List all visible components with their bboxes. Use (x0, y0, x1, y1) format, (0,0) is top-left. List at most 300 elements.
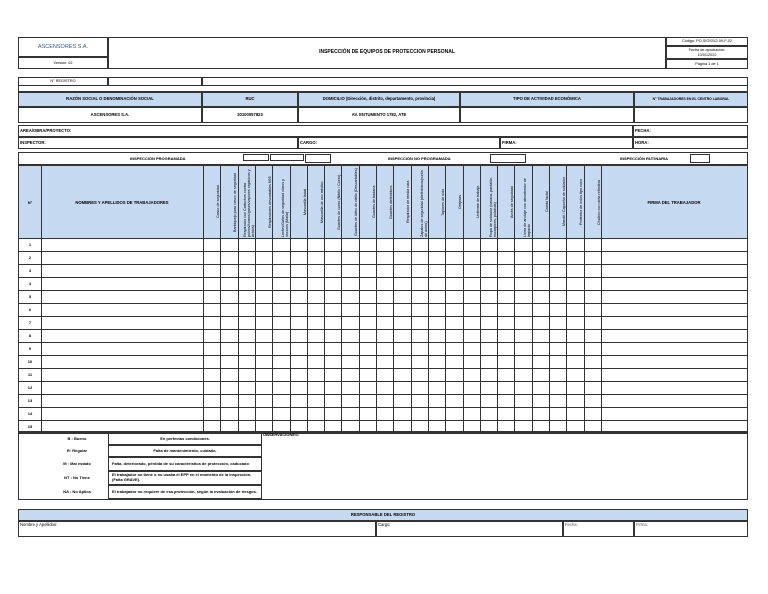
epp-status-cell[interactable] (532, 355, 549, 368)
epp-status-cell[interactable] (376, 238, 393, 251)
epp-status-cell[interactable] (566, 251, 583, 264)
epp-status-cell[interactable] (307, 303, 324, 316)
epp-status-cell[interactable] (220, 355, 237, 368)
epp-status-cell[interactable] (359, 355, 376, 368)
epp-status-cell[interactable] (411, 368, 428, 381)
epp-status-cell[interactable] (411, 342, 428, 355)
epp-status-cell[interactable] (514, 303, 531, 316)
epp-status-cell[interactable] (203, 329, 220, 342)
hora-field[interactable] (633, 137, 748, 149)
epp-status-cell[interactable] (272, 290, 289, 303)
epp-status-cell[interactable] (393, 394, 410, 407)
epp-status-cell[interactable] (220, 277, 237, 290)
epp-status-cell[interactable] (203, 394, 220, 407)
epp-status-cell[interactable] (203, 342, 220, 355)
epp-status-cell[interactable] (566, 316, 583, 329)
programada-checkbox[interactable] (243, 154, 269, 161)
epp-status-cell[interactable] (220, 368, 237, 381)
epp-status-cell[interactable] (359, 264, 376, 277)
epp-status-cell[interactable] (376, 290, 393, 303)
epp-status-cell[interactable] (584, 342, 601, 355)
epp-status-cell[interactable] (341, 355, 358, 368)
epp-status-cell[interactable] (428, 238, 445, 251)
no-programada-checkbox[interactable] (490, 154, 526, 163)
epp-status-cell[interactable] (497, 394, 514, 407)
worker-signature-cell[interactable] (601, 355, 747, 368)
value-actividad[interactable] (460, 107, 634, 123)
worker-name-cell[interactable] (41, 407, 203, 420)
worker-signature-cell[interactable] (601, 407, 747, 420)
epp-status-cell[interactable] (341, 238, 358, 251)
epp-status-cell[interactable] (584, 290, 601, 303)
epp-status-cell[interactable] (497, 264, 514, 277)
epp-status-cell[interactable] (393, 368, 410, 381)
epp-status-cell[interactable] (411, 290, 428, 303)
epp-status-cell[interactable] (307, 251, 324, 264)
epp-status-cell[interactable] (497, 407, 514, 420)
epp-status-cell[interactable] (255, 264, 272, 277)
epp-status-cell[interactable] (324, 264, 341, 277)
epp-status-cell[interactable] (497, 329, 514, 342)
epp-status-cell[interactable] (480, 329, 497, 342)
epp-status-cell[interactable] (203, 381, 220, 394)
epp-status-cell[interactable] (220, 264, 237, 277)
epp-status-cell[interactable] (514, 238, 531, 251)
epp-status-cell[interactable] (549, 251, 566, 264)
epp-status-cell[interactable] (220, 238, 237, 251)
epp-status-cell[interactable] (532, 238, 549, 251)
epp-status-cell[interactable] (445, 316, 462, 329)
epp-status-cell[interactable] (220, 303, 237, 316)
epp-status-cell[interactable] (532, 303, 549, 316)
epp-status-cell[interactable] (341, 342, 358, 355)
epp-status-cell[interactable] (376, 342, 393, 355)
epp-status-cell[interactable] (480, 394, 497, 407)
epp-status-cell[interactable] (393, 303, 410, 316)
epp-status-cell[interactable] (445, 329, 462, 342)
epp-status-cell[interactable] (393, 342, 410, 355)
epp-status-cell[interactable] (411, 394, 428, 407)
epp-status-cell[interactable] (359, 316, 376, 329)
epp-status-cell[interactable] (480, 407, 497, 420)
epp-status-cell[interactable] (393, 329, 410, 342)
worker-signature-cell[interactable] (601, 303, 747, 316)
epp-status-cell[interactable] (376, 407, 393, 420)
epp-status-cell[interactable] (255, 238, 272, 251)
epp-status-cell[interactable] (463, 368, 480, 381)
epp-status-cell[interactable] (445, 251, 462, 264)
epp-status-cell[interactable] (463, 342, 480, 355)
epp-status-cell[interactable] (376, 368, 393, 381)
epp-status-cell[interactable] (255, 329, 272, 342)
epp-status-cell[interactable] (324, 355, 341, 368)
epp-status-cell[interactable] (445, 407, 462, 420)
epp-status-cell[interactable] (584, 355, 601, 368)
epp-status-cell[interactable] (584, 264, 601, 277)
epp-status-cell[interactable] (341, 290, 358, 303)
epp-status-cell[interactable] (549, 355, 566, 368)
worker-name-cell[interactable] (41, 303, 203, 316)
worker-name-cell[interactable] (41, 251, 203, 264)
epp-status-cell[interactable] (411, 264, 428, 277)
epp-status-cell[interactable] (480, 290, 497, 303)
epp-status-cell[interactable] (549, 316, 566, 329)
epp-status-cell[interactable] (324, 303, 341, 316)
responsable-cargo-field[interactable] (376, 521, 563, 537)
epp-status-cell[interactable] (376, 251, 393, 264)
inspector-field[interactable] (18, 137, 298, 149)
epp-status-cell[interactable] (272, 342, 289, 355)
epp-status-cell[interactable] (497, 368, 514, 381)
epp-status-cell[interactable] (393, 264, 410, 277)
epp-status-cell[interactable] (359, 342, 376, 355)
epp-status-cell[interactable] (393, 381, 410, 394)
epp-status-cell[interactable] (341, 329, 358, 342)
epp-status-cell[interactable] (480, 381, 497, 394)
epp-status-cell[interactable] (203, 316, 220, 329)
cargo-field[interactable] (298, 137, 500, 149)
epp-status-cell[interactable] (428, 277, 445, 290)
epp-status-cell[interactable] (376, 381, 393, 394)
epp-status-cell[interactable] (445, 342, 462, 355)
epp-status-cell[interactable] (480, 303, 497, 316)
epp-status-cell[interactable] (359, 407, 376, 420)
worker-signature-cell[interactable] (601, 238, 747, 251)
epp-status-cell[interactable] (428, 290, 445, 303)
epp-status-cell[interactable] (497, 381, 514, 394)
epp-status-cell[interactable] (307, 381, 324, 394)
epp-status-cell[interactable] (514, 329, 531, 342)
programada-checkbox-3[interactable] (305, 154, 331, 163)
epp-status-cell[interactable] (428, 329, 445, 342)
epp-status-cell[interactable] (445, 394, 462, 407)
epp-status-cell[interactable] (463, 394, 480, 407)
epp-status-cell[interactable] (480, 342, 497, 355)
epp-status-cell[interactable] (463, 316, 480, 329)
epp-status-cell[interactable] (393, 251, 410, 264)
worker-name-cell[interactable] (41, 264, 203, 277)
epp-status-cell[interactable] (566, 394, 583, 407)
epp-status-cell[interactable] (445, 290, 462, 303)
epp-status-cell[interactable] (220, 407, 237, 420)
epp-status-cell[interactable] (376, 329, 393, 342)
epp-status-cell[interactable] (514, 264, 531, 277)
epp-status-cell[interactable] (463, 264, 480, 277)
epp-status-cell[interactable] (290, 316, 307, 329)
epp-status-cell[interactable] (324, 290, 341, 303)
epp-status-cell[interactable] (428, 342, 445, 355)
epp-status-cell[interactable] (255, 316, 272, 329)
epp-status-cell[interactable] (307, 342, 324, 355)
epp-status-cell[interactable] (255, 277, 272, 290)
epp-status-cell[interactable] (324, 407, 341, 420)
epp-status-cell[interactable] (480, 368, 497, 381)
epp-status-cell[interactable] (497, 316, 514, 329)
epp-status-cell[interactable] (255, 355, 272, 368)
epp-status-cell[interactable] (238, 290, 255, 303)
epp-status-cell[interactable] (376, 277, 393, 290)
epp-status-cell[interactable] (307, 368, 324, 381)
epp-status-cell[interactable] (359, 381, 376, 394)
epp-status-cell[interactable] (238, 264, 255, 277)
epp-status-cell[interactable] (238, 381, 255, 394)
epp-status-cell[interactable] (549, 238, 566, 251)
responsable-nombre-field[interactable] (18, 521, 376, 537)
epp-status-cell[interactable] (203, 407, 220, 420)
value-razon-social[interactable]: ASCENSORES S.A. (18, 107, 202, 123)
epp-status-cell[interactable] (428, 264, 445, 277)
epp-status-cell[interactable] (341, 264, 358, 277)
epp-status-cell[interactable] (480, 316, 497, 329)
worker-name-cell[interactable] (41, 277, 203, 290)
epp-status-cell[interactable] (566, 329, 583, 342)
epp-status-cell[interactable] (584, 303, 601, 316)
epp-status-cell[interactable] (307, 355, 324, 368)
worker-signature-cell[interactable] (601, 329, 747, 342)
epp-status-cell[interactable] (428, 316, 445, 329)
value-domicilio[interactable]: AV. ENTUMENTO 1782, ATE (298, 107, 460, 123)
epp-status-cell[interactable] (324, 316, 341, 329)
worker-signature-cell[interactable] (601, 251, 747, 264)
epp-status-cell[interactable] (584, 368, 601, 381)
epp-status-cell[interactable] (463, 329, 480, 342)
epp-status-cell[interactable] (272, 407, 289, 420)
epp-status-cell[interactable] (324, 277, 341, 290)
responsable-fecha-field[interactable] (563, 521, 634, 537)
epp-status-cell[interactable] (272, 329, 289, 342)
epp-status-cell[interactable] (514, 277, 531, 290)
epp-status-cell[interactable] (566, 355, 583, 368)
epp-status-cell[interactable] (532, 251, 549, 264)
epp-status-cell[interactable] (290, 394, 307, 407)
epp-status-cell[interactable] (428, 355, 445, 368)
epp-status-cell[interactable] (341, 316, 358, 329)
epp-status-cell[interactable] (290, 303, 307, 316)
value-num-trabajadores[interactable] (634, 107, 748, 123)
epp-status-cell[interactable] (463, 277, 480, 290)
epp-status-cell[interactable] (584, 277, 601, 290)
epp-status-cell[interactable] (272, 394, 289, 407)
epp-status-cell[interactable] (566, 368, 583, 381)
epp-status-cell[interactable] (566, 290, 583, 303)
worker-signature-cell[interactable] (601, 316, 747, 329)
rutinaria-checkbox[interactable] (690, 154, 710, 163)
epp-status-cell[interactable] (549, 368, 566, 381)
epp-status-cell[interactable] (463, 355, 480, 368)
epp-status-cell[interactable] (341, 251, 358, 264)
epp-status-cell[interactable] (393, 355, 410, 368)
epp-status-cell[interactable] (532, 407, 549, 420)
epp-status-cell[interactable] (203, 303, 220, 316)
epp-status-cell[interactable] (497, 355, 514, 368)
epp-status-cell[interactable] (514, 316, 531, 329)
epp-status-cell[interactable] (255, 368, 272, 381)
epp-status-cell[interactable] (341, 381, 358, 394)
epp-status-cell[interactable] (532, 394, 549, 407)
epp-status-cell[interactable] (549, 394, 566, 407)
epp-status-cell[interactable] (549, 264, 566, 277)
epp-status-cell[interactable] (255, 381, 272, 394)
epp-status-cell[interactable] (238, 355, 255, 368)
epp-status-cell[interactable] (393, 277, 410, 290)
epp-status-cell[interactable] (514, 251, 531, 264)
epp-status-cell[interactable] (428, 251, 445, 264)
epp-status-cell[interactable] (532, 368, 549, 381)
observaciones-area[interactable] (263, 438, 747, 499)
epp-status-cell[interactable] (255, 290, 272, 303)
epp-status-cell[interactable] (272, 355, 289, 368)
epp-status-cell[interactable] (497, 251, 514, 264)
epp-status-cell[interactable] (549, 381, 566, 394)
epp-status-cell[interactable] (324, 251, 341, 264)
epp-status-cell[interactable] (238, 368, 255, 381)
value-ruc[interactable]: 20100057823 (202, 107, 298, 123)
epp-status-cell[interactable] (290, 368, 307, 381)
epp-status-cell[interactable] (307, 277, 324, 290)
epp-status-cell[interactable] (324, 238, 341, 251)
epp-status-cell[interactable] (255, 303, 272, 316)
epp-status-cell[interactable] (324, 329, 341, 342)
epp-status-cell[interactable] (445, 277, 462, 290)
epp-status-cell[interactable] (463, 303, 480, 316)
epp-status-cell[interactable] (324, 381, 341, 394)
epp-status-cell[interactable] (238, 277, 255, 290)
epp-status-cell[interactable] (307, 316, 324, 329)
firma-field[interactable] (500, 137, 633, 149)
epp-status-cell[interactable] (584, 407, 601, 420)
epp-status-cell[interactable] (238, 238, 255, 251)
epp-status-cell[interactable] (514, 368, 531, 381)
responsable-firma-field[interactable] (634, 521, 748, 537)
epp-status-cell[interactable] (272, 303, 289, 316)
epp-status-cell[interactable] (428, 381, 445, 394)
epp-status-cell[interactable] (514, 355, 531, 368)
epp-status-cell[interactable] (324, 342, 341, 355)
epp-status-cell[interactable] (393, 290, 410, 303)
epp-status-cell[interactable] (290, 238, 307, 251)
programada-checkbox-2[interactable] (270, 154, 304, 161)
epp-status-cell[interactable] (532, 342, 549, 355)
worker-name-cell[interactable] (41, 342, 203, 355)
worker-name-cell[interactable] (41, 355, 203, 368)
epp-status-cell[interactable] (220, 316, 237, 329)
epp-status-cell[interactable] (549, 290, 566, 303)
epp-status-cell[interactable] (220, 342, 237, 355)
epp-status-cell[interactable] (497, 277, 514, 290)
epp-status-cell[interactable] (445, 381, 462, 394)
worker-name-cell[interactable] (41, 368, 203, 381)
worker-name-cell[interactable] (41, 329, 203, 342)
worker-name-cell[interactable] (41, 290, 203, 303)
epp-status-cell[interactable] (514, 394, 531, 407)
epp-status-cell[interactable] (497, 342, 514, 355)
epp-status-cell[interactable] (411, 316, 428, 329)
epp-status-cell[interactable] (549, 407, 566, 420)
epp-status-cell[interactable] (393, 238, 410, 251)
epp-status-cell[interactable] (584, 381, 601, 394)
epp-status-cell[interactable] (514, 290, 531, 303)
epp-status-cell[interactable] (238, 394, 255, 407)
worker-signature-cell[interactable] (601, 368, 747, 381)
epp-status-cell[interactable] (566, 264, 583, 277)
epp-status-cell[interactable] (497, 303, 514, 316)
epp-status-cell[interactable] (393, 316, 410, 329)
epp-status-cell[interactable] (480, 238, 497, 251)
epp-status-cell[interactable] (411, 355, 428, 368)
epp-status-cell[interactable] (463, 251, 480, 264)
epp-status-cell[interactable] (532, 290, 549, 303)
worker-signature-cell[interactable] (601, 342, 747, 355)
worker-signature-cell[interactable] (601, 264, 747, 277)
epp-status-cell[interactable] (428, 394, 445, 407)
epp-status-cell[interactable] (324, 394, 341, 407)
epp-status-cell[interactable] (480, 264, 497, 277)
epp-status-cell[interactable] (203, 277, 220, 290)
epp-status-cell[interactable] (359, 368, 376, 381)
epp-status-cell[interactable] (532, 316, 549, 329)
epp-status-cell[interactable] (566, 407, 583, 420)
epp-status-cell[interactable] (497, 290, 514, 303)
worker-name-cell[interactable] (41, 381, 203, 394)
epp-status-cell[interactable] (428, 303, 445, 316)
epp-status-cell[interactable] (411, 303, 428, 316)
epp-status-cell[interactable] (341, 394, 358, 407)
epp-status-cell[interactable] (463, 407, 480, 420)
epp-status-cell[interactable] (203, 368, 220, 381)
epp-status-cell[interactable] (532, 381, 549, 394)
worker-signature-cell[interactable] (601, 290, 747, 303)
epp-status-cell[interactable] (411, 407, 428, 420)
epp-status-cell[interactable] (290, 381, 307, 394)
epp-status-cell[interactable] (203, 238, 220, 251)
epp-status-cell[interactable] (584, 394, 601, 407)
epp-status-cell[interactable] (566, 303, 583, 316)
epp-status-cell[interactable] (307, 290, 324, 303)
epp-status-cell[interactable] (203, 355, 220, 368)
epp-status-cell[interactable] (584, 238, 601, 251)
epp-status-cell[interactable] (566, 277, 583, 290)
epp-status-cell[interactable] (411, 251, 428, 264)
epp-status-cell[interactable] (238, 251, 255, 264)
epp-status-cell[interactable] (480, 355, 497, 368)
epp-status-cell[interactable] (272, 238, 289, 251)
epp-status-cell[interactable] (566, 238, 583, 251)
worker-name-cell[interactable] (41, 316, 203, 329)
epp-status-cell[interactable] (290, 251, 307, 264)
epp-status-cell[interactable] (428, 407, 445, 420)
epp-status-cell[interactable] (463, 238, 480, 251)
epp-status-cell[interactable] (514, 407, 531, 420)
epp-status-cell[interactable] (376, 394, 393, 407)
epp-status-cell[interactable] (463, 290, 480, 303)
worker-signature-cell[interactable] (601, 277, 747, 290)
epp-status-cell[interactable] (480, 251, 497, 264)
epp-status-cell[interactable] (290, 355, 307, 368)
epp-status-cell[interactable] (359, 238, 376, 251)
epp-status-cell[interactable] (549, 342, 566, 355)
worker-signature-cell[interactable] (601, 394, 747, 407)
fecha-field[interactable] (633, 125, 748, 137)
epp-status-cell[interactable] (307, 407, 324, 420)
epp-status-cell[interactable] (290, 290, 307, 303)
epp-status-cell[interactable] (307, 329, 324, 342)
epp-status-cell[interactable] (220, 251, 237, 264)
epp-status-cell[interactable] (238, 342, 255, 355)
epp-status-cell[interactable] (272, 251, 289, 264)
epp-status-cell[interactable] (203, 251, 220, 264)
epp-status-cell[interactable] (549, 329, 566, 342)
epp-status-cell[interactable] (307, 238, 324, 251)
